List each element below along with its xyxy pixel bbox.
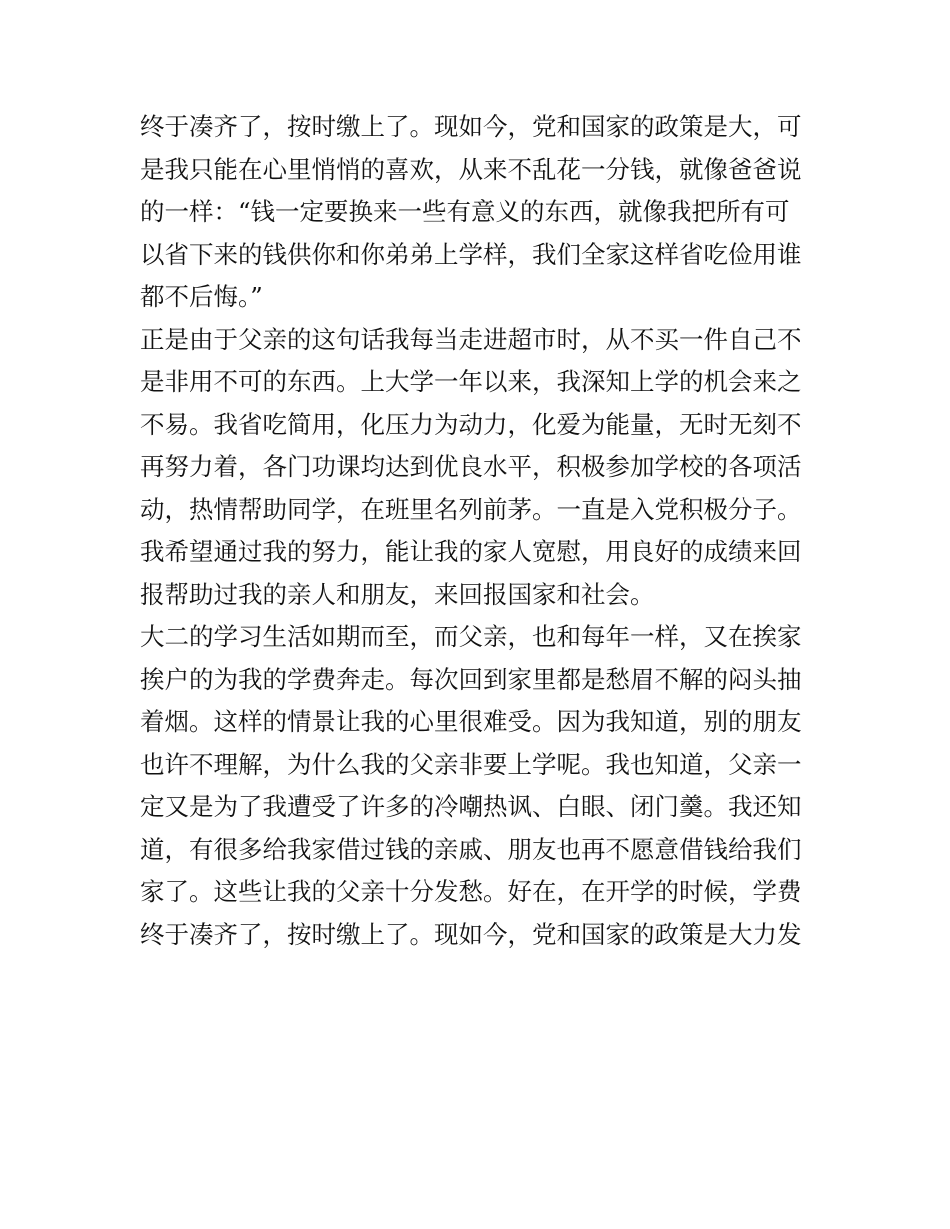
- text-line: 终于凑齐了，按时缴上了。现如今，党和国家的政策是大，可: [140, 112, 802, 141]
- text-line: 都不后悔。”: [140, 282, 263, 311]
- text-line: 终于凑齐了，按时缴上了。现如今，党和国家的政策是大力发: [140, 919, 802, 949]
- text-line: 不易。我省吃简用，化压力为动力，化爱为能量，无时无刻不: [140, 409, 802, 439]
- text-line: 是我只能在心里悄悄的喜欢，从来不乱花一分钱，就像爸爸说: [140, 154, 802, 184]
- text-line: 以省下来的钱供你和你弟弟上学样，我们全家这样省吃俭用谁: [140, 239, 802, 269]
- text-line: 着烟。这样的情景让我的心里很难受。因为我知道，别的朋友: [140, 707, 802, 736]
- text-line: 动，热情帮助同学，在班里名列前茅。一直是入党积极分子。: [140, 494, 802, 524]
- text-line: 也许不理解，为什么我的父亲非要上学呢。我也知道，父亲一: [140, 749, 802, 779]
- text-line: 定又是为了我遭受了许多的冷嘲热讽、白眼、闭门羹。我还知: [140, 792, 802, 821]
- text-line: 道，有很多给我家借过钱的亲戚、朋友也再不愿意借钱给我们: [140, 834, 802, 864]
- text-line: 报帮助过我的亲人和朋友，来回报国家和社会。: [140, 579, 655, 609]
- text-line: 的一样：“钱一定要换来一些有意义的东西，就像我把所有可: [140, 197, 790, 226]
- text-line: 大二的学习生活如期而至，而父亲，也和每年一样，又在挨家: [140, 622, 802, 651]
- text-line: 家了。这些让我的父亲十分发愁。好在，在开学的时候，学费: [140, 877, 802, 906]
- text-line: 挨户的为我的学费奔走。每次回到家里都是愁眉不解的闷头抽: [140, 664, 802, 694]
- body-text: [140, 106, 820, 956]
- text-line: 正是由于父亲的这句话我每当走进超市时，从不买一件自己不: [140, 324, 802, 354]
- text-line: 我希望通过我的努力，能让我的家人宽慰，用良好的成绩来回: [140, 537, 802, 566]
- text-line: 再努力着，各门功课均达到优良水平，积极参加学校的各项活: [140, 452, 802, 481]
- text-line: 是非用不可的东西。上大学一年以来，我深知上学的机会来之: [140, 367, 802, 396]
